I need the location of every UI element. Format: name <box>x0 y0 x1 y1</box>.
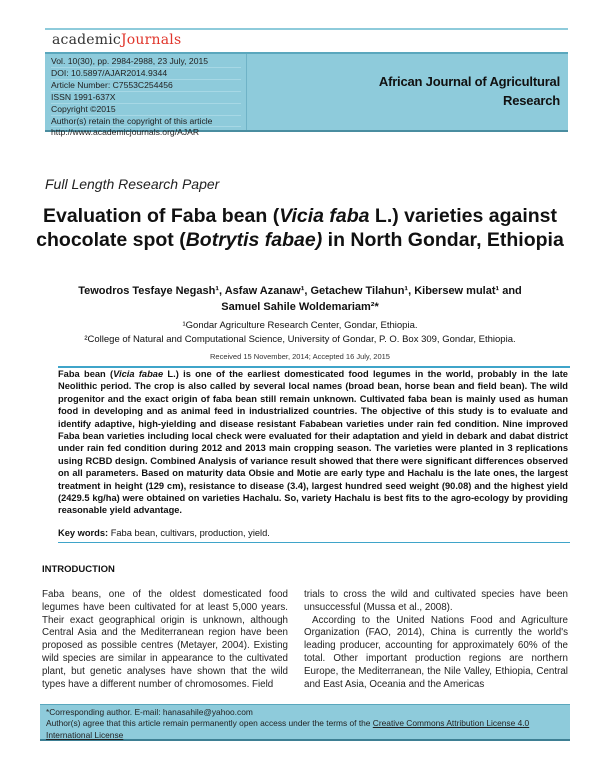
meta-volume: Vol. 10(30), pp. 2984-2988, 23 July, 2015 <box>51 56 241 68</box>
meta-article-number: Article Number: C7553C254456 <box>51 80 241 92</box>
footnote-box <box>40 704 570 741</box>
meta-rights: Author(s) retain the copyright of this article <box>51 116 241 128</box>
authors: Tewodros Tesfaye Negash¹, Asfaw Azanaw¹, Getachew Tilahun¹, Kibersew mulat¹ and Samuel Sahile Woldemariam²* <box>78 285 522 313</box>
abstract: Faba bean (Vicia fabae L.) is one of the earliest domesticated food legumes in the world, probably in the late Neolithic period. The crop is also called by several local names (broad bean, horse bean and field bean). The wild progenitor and the exact origin of faba bean still remain unknown. Cultivated faba bean is mainly used as human food in developing and as animal feed in industrialized countries. The objective of this study is to evaluate and identify adaptive, high-yielding and disease resistant Fababean varieties under rain fed condition. Nine improved Faba bean varieties including local check were evaluated for their adaptation and yield in debark and dabat district under rain fed condition during 2012 and 2013 main cropping season. The varieties were planted in 3 replications using RCBD design. Combined Analysis of variance result showed that there were significant differences observed on all parameters. Based on maturity data Obsie and Motie are early type and Hachalu is the late ones, the largest treatment in height (129 cm), resistance to disease (3.4), largest hundred seed weight (90.08) and the highest yield (2429.5 kg/ha) were obtained on varieties Hachalu. So, variety Hachalu is best fits to the agro-ecology by providing reasonable yield advantage. <box>58 369 568 516</box>
affiliation-2: ²College of Natural and Computational Science, University of Gondar, P. O. Box 309, Gondar, Ethiopia. <box>84 334 516 345</box>
corresponding-author: *Corresponding author. E-mail: hanasahile@yahoo.com <box>46 707 253 717</box>
body-column-right <box>304 589 568 691</box>
journal-name-line1: African Journal of Agricultural <box>378 74 560 89</box>
paper-type: Full Length Research Paper <box>45 176 220 192</box>
journal-info-box <box>45 52 568 138</box>
keywords: Key words: Faba bean, cultivars, production, yield. <box>58 528 270 538</box>
header-rule <box>45 28 568 30</box>
meta-url[interactable]: http://www.academicjournals.org/AJAR <box>51 127 200 138</box>
body-column-left: Faba beans, one of the oldest domesticated food legumes have been cultivated for at least 5,000 years. Their exact geographical origin is unknown, although Central Asia and the Mediterranean region have been proposed as possible centres (Metayer, 2004). Existing wild species are similar in appearance to the cultivated plant, but genetic analyses have shown that the wild types have a different number of chromosomes. Field <box>42 589 288 690</box>
meta-doi: DOI: 10.5897/AJAR2014.9344 <box>51 68 241 80</box>
journal-name-line2: Research <box>503 93 560 108</box>
journal-name <box>379 72 560 110</box>
received-dates: Received 15 November, 2014; Accepted 16 July, 2015 <box>210 352 390 361</box>
meta-copyright: Copyright ©2015 <box>51 104 241 116</box>
publisher-logo <box>52 32 181 48</box>
affiliations <box>30 319 570 347</box>
article-meta <box>45 54 247 138</box>
meta-issn: ISSN 1991-637X <box>51 92 241 104</box>
body-paragraph: According to the United Nations Food and Agriculture Organization (FAO, 2014), China is currently the world's leading producer, accounting for approximately 60% of the total. Other important production regions are northern Europe, the Mediterranean, the Nile Valley, Ethiopia, Central and East Asia, Oceania and the Americas <box>304 614 568 690</box>
abstract-bottom-rule <box>58 542 570 543</box>
license-link[interactable]: Creative Commons Attribution License 4.0 International License <box>46 718 530 740</box>
license-note: Author(s) agree that this article remain permanently open access under the terms of the Creative Commons Attribution License 4.0 International License <box>46 718 530 740</box>
affiliation-1: ¹Gondar Agriculture Research Center, Gondar, Ethiopia. <box>182 320 418 331</box>
logo-text: academic <box>52 32 121 48</box>
logo-text-accent: Journals <box>120 32 182 48</box>
paper-title: Evaluation of Faba bean (Vicia faba L.) varieties against chocolate spot (Botrytis fabae) in North Gondar, Ethiopia <box>36 205 564 251</box>
section-heading: INTRODUCTION <box>42 564 115 575</box>
body-paragraph: trials to cross the wild and cultivated species have been unsuccessful (Mussa et al., 2008). <box>304 589 568 613</box>
